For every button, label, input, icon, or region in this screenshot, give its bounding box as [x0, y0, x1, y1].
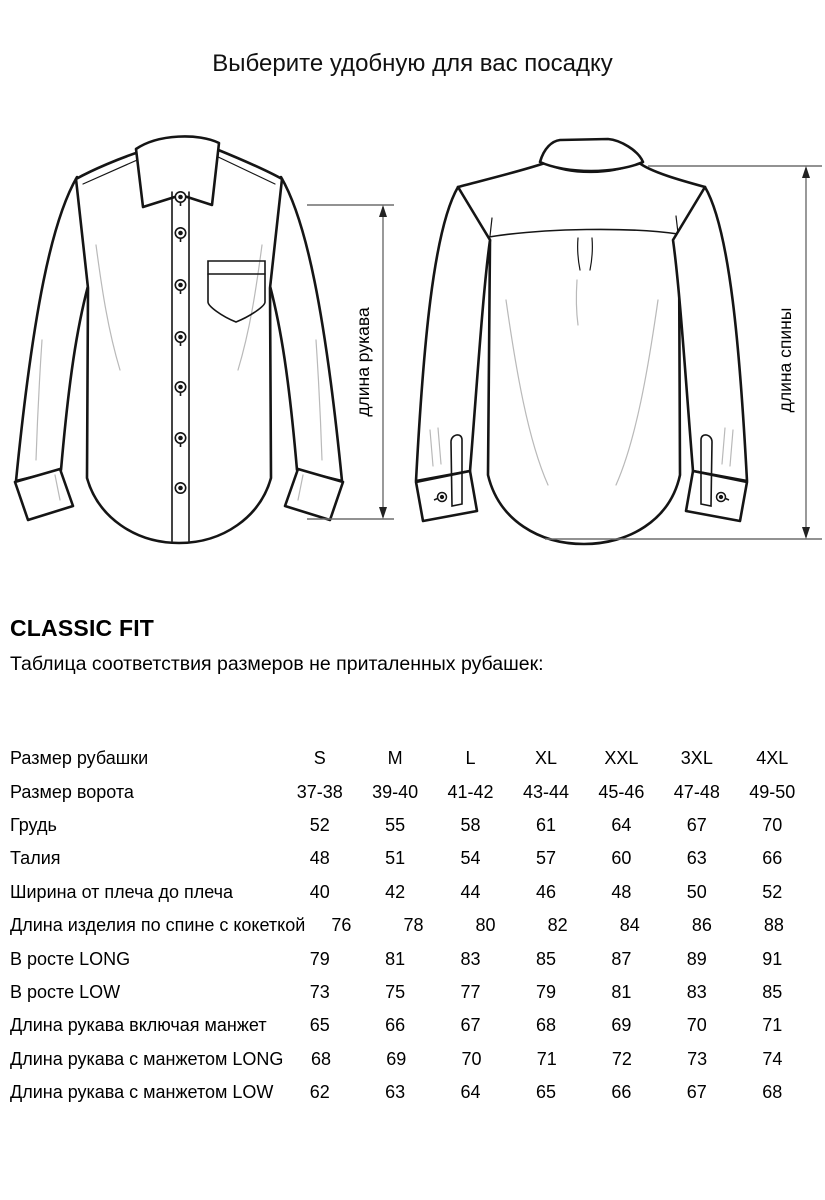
table-row: [10, 1076, 810, 1109]
row-value: 46: [535, 881, 556, 902]
row-value: 86: [691, 915, 712, 936]
row-value: 3XL: [680, 748, 713, 769]
arrowhead-down-icon: [802, 527, 810, 539]
row-value: 77: [460, 981, 481, 1002]
table-row: [10, 809, 810, 842]
row-value: 80: [475, 915, 496, 936]
row-value: 69: [611, 1015, 632, 1036]
row-value: 64: [611, 814, 632, 835]
row-label: Длина рукава включая манжет: [10, 1015, 267, 1036]
row-value: 83: [460, 948, 481, 969]
row-value: 73: [687, 1048, 708, 1069]
row-label: Размер рубашки: [10, 748, 149, 769]
table-row: [10, 909, 810, 942]
row-value: 91: [762, 948, 783, 969]
arrowhead-up-icon: [379, 205, 387, 217]
fit-heading: CLASSIC FIT: [10, 615, 155, 641]
row-value: 76: [331, 915, 352, 936]
row-value: 61: [535, 814, 556, 835]
row-value: 50: [686, 881, 707, 902]
row-value: 57: [535, 848, 556, 869]
row-value: 67: [686, 1082, 707, 1103]
arrowhead-up-icon: [802, 166, 810, 178]
row-value: 40: [309, 881, 330, 902]
row-value: 79: [535, 981, 556, 1002]
row-value: 71: [536, 1048, 557, 1069]
arrowhead-down-icon: [379, 507, 387, 519]
row-value: 45-46: [598, 781, 645, 802]
shirt-front-drawing: [15, 136, 343, 543]
row-value: 54: [460, 848, 481, 869]
row-value: 70: [461, 1048, 482, 1069]
row-value: 89: [686, 948, 707, 969]
row-value: 70: [762, 814, 783, 835]
row-value: 60: [611, 848, 632, 869]
row-value: 4XL: [756, 748, 789, 769]
row-value: 47-48: [673, 781, 720, 802]
row-value: 69: [386, 1048, 407, 1069]
size-table: [10, 742, 810, 1109]
row-value: 70: [686, 1015, 707, 1036]
row-label: Длина изделия по спине с кокеткой: [10, 915, 306, 936]
row-value: 48: [309, 848, 330, 869]
row-value: 48: [611, 881, 632, 902]
table-subtitle: Таблица соответствия размеров не приталенных рубашек:: [10, 653, 544, 675]
row-value: 83: [686, 981, 707, 1002]
row-value: 87: [611, 948, 632, 969]
row-value: 52: [309, 814, 330, 835]
row-value: 88: [763, 915, 784, 936]
page-title: Выберите удобную для вас посадку: [212, 50, 613, 77]
row-value: 42: [385, 881, 406, 902]
row-value: 85: [762, 981, 783, 1002]
table-row: [10, 842, 810, 875]
table-row: [10, 942, 810, 975]
row-value: 66: [762, 848, 783, 869]
row-value: 66: [611, 1082, 632, 1103]
row-value: 75: [385, 981, 406, 1002]
row-value: 63: [686, 848, 707, 869]
table-row: [10, 876, 810, 909]
row-value: 85: [535, 948, 556, 969]
row-label: В росте LONG: [10, 948, 131, 969]
row-value: 68: [535, 1015, 556, 1036]
row-label: Размер ворота: [10, 781, 134, 802]
row-value: 68: [310, 1048, 332, 1069]
back-length-label: длина спины: [775, 307, 795, 413]
row-value: 65: [309, 1015, 330, 1036]
row-value: XXL: [604, 748, 639, 769]
row-label: Грудь: [10, 814, 57, 835]
row-value: 68: [762, 1082, 783, 1103]
sleeve-length-label: длина рукава: [353, 307, 373, 417]
row-value: 64: [460, 1082, 481, 1103]
row-label: Талия: [10, 848, 61, 869]
table-row: [10, 1043, 810, 1076]
row-value: 82: [547, 915, 568, 936]
row-value: 81: [611, 981, 632, 1002]
row-value: 49-50: [749, 781, 796, 802]
row-label: В росте LOW: [10, 981, 121, 1002]
row-value: 55: [385, 814, 406, 835]
row-value: 73: [309, 981, 330, 1002]
row-value: 84: [619, 915, 640, 936]
row-value: M: [387, 748, 403, 769]
row-value: 63: [385, 1082, 406, 1103]
row-value: 74: [762, 1048, 783, 1069]
row-value: 52: [762, 881, 783, 902]
row-value: 37-38: [296, 781, 343, 802]
row-value: L: [465, 748, 476, 769]
row-label: Длина рукава с манжетом LONG: [10, 1048, 284, 1069]
table-row: [10, 775, 810, 808]
row-value: 67: [460, 1015, 481, 1036]
table-row: [10, 1009, 810, 1042]
row-value: 71: [762, 1015, 783, 1036]
row-value: 79: [309, 948, 330, 969]
table-row: [10, 742, 810, 775]
row-value: 51: [385, 848, 406, 869]
row-value: 81: [385, 948, 406, 969]
row-value: 62: [309, 1082, 330, 1103]
row-value: 78: [403, 915, 424, 936]
table-row: [10, 976, 810, 1009]
row-value: 43-44: [522, 781, 569, 802]
back-collar: [540, 139, 643, 171]
shirt-diagrams: [0, 130, 825, 570]
row-value: 39-40: [372, 781, 419, 802]
row-value: S: [313, 748, 326, 769]
row-value: 44: [460, 881, 481, 902]
row-value: 72: [611, 1048, 632, 1069]
row-label: Длина рукава с манжетом LOW: [10, 1082, 274, 1103]
row-value: 65: [535, 1082, 556, 1103]
row-value: 58: [460, 814, 481, 835]
row-value: 66: [385, 1015, 406, 1036]
shirt-back-drawing: [416, 139, 747, 544]
row-label: Ширина от плеча до плеча: [10, 881, 234, 902]
row-value: XL: [534, 748, 557, 769]
row-value: 41-42: [447, 781, 494, 802]
row-value: 67: [686, 814, 707, 835]
